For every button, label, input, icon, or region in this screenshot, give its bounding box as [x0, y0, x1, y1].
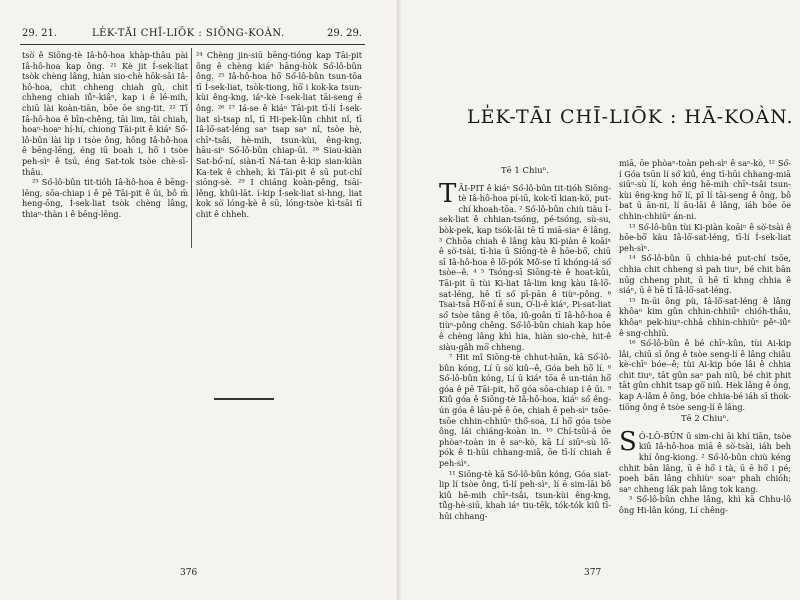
paragraph: ²⁴ Chèng jin-siū bēng-tióng kap Tāi-pit ông ê chèng kiáⁿ hāng-hòk Só͘-lô-bûn ông. ²⁵ Iâ-hô-hoa hō͘ Só͘-lô-bûn tsun-tōa tī Í-sek-liat, tsòk-tiong, hō͘ i kok-ka tsun-kùi êng-kng, iáⁿ-kè Í-sek-liat tāi-seng ê ông. ²⁶ ²⁷ Iá-se ê kiáⁿ Tāi-pit tī-lí Í-sek-liat sì-tsap nî, tī Hi-pek-lûn chhit nî, tī Iâ-lō͘-sat-léng saⁿ tsap saⁿ nî, tsòe hè, chīⁿ-tsâi, hè-mih, tsun-kùi, êng-kng, hāu-siⁿ Só͘-lô-bûn chiap-ūi. ²⁸ Siau-kiàn Sat-bó͘-ní, siàn-tī Ná-tan ê-kip sian-kiàn Ka-tek ê chheh, kì Tāi-pit ê sū put-chî siōng-sè. ²⁹ I chiáng koàn-pêng, tsāi-lêng, khûi-lāt. í-kip Í-sek-liat sì-hng, liat kok sò͘ lóng-kè ê sū, lóng-tsòe kì-tsāi tī chit ê chheh. [196, 50, 362, 219]
right-page [401, 0, 800, 600]
page-number-left: 376 [180, 568, 198, 578]
paragraph: ⁷ Hit mî Siōng-tè chhut-hiān, kā Só͘-lô-bûn kóng, Lí ū sò͘ kiû--ê, Góa beh hō͘ lí. ⁸ Só͘-lô-bûn kóng, Lí ū kiáⁿ tōa ê un-tián hō͘ góa ê pē Tāi-pit, hō͘ góa sōa-chiap i ê ūi. ⁹ Kiû góa ê Siōng-tè Iâ-hô-hoa, kiáⁿ só͘ êng-ún góa ê lāu-pē ê ōe, chiah ê peh-sìⁿ tsōe-tsōe chhin-chhiūⁿ thô͘-soa, Lí hō͘ góa tsòe ông, lái chiáng-koàn in. ¹⁰ Chí-tsūi-á ōe phòaⁿ-toàn in ê saⁿ-kò, kā Lí siūⁿ-sù lō͘-pók ê ti-hūi chhang-miā, ōe tī-lí chiah ê peh-sìⁿ. [439, 352, 611, 469]
column-divider [191, 48, 192, 248]
paragraph: ¹⁵ In-ūi ông pù, Iâ-lō͘-sat-léng ê lâng khôaⁿ kim gûn chhin-chhiūⁿ chióh-thâu, khôaⁿ pek-hiuⁿ-chhâ chhin-chhiūⁿ pêⁿ-iû̍ⁿ ê sng-chhiū. [619, 295, 791, 338]
drop-cap: T [439, 178, 457, 209]
page-number-right: 377 [584, 568, 602, 578]
paragraph: ²³ Só͘-lô-bûn tit-tióh Iâ-hô-hoa ê bēng-lēng, sōa-chiap i ê pē Tāi-pit ê ūi, bô m̄ heng-ōng, Í-sek-liat tsòk chèng lâng, thiaⁿ-thàn i ê bēng-lēng. [22, 177, 188, 219]
left-page-column-1 [22, 50, 188, 220]
right-page-column-2 [619, 158, 791, 516]
right-header-ref: 29. 29. [327, 28, 362, 39]
paragraph: miā, ōe phòaⁿ-toàn peh-sìⁿ ê saⁿ-kò, ¹² Só͘-í Góa tsūn lí só͘ kiû, éng tī-hūi chhang-miā siūⁿ-sù lí, koh éng hē-mih chīⁿ-tsâi tsun-kùi êng-kng hō͘ lí, pī lí tāi-seng ê ông, bô bat ū ān-ni, lí āu-lāi ê lâng, iáh bōe ōe chhin-chhiūⁿ án-ni. [619, 158, 791, 221]
chapter-heading: Tē 1 Chiuⁿ. [500, 166, 550, 176]
paragraph: ¹³ Só͘-lô-bûn tùi Ki-piàn koāiⁿ ê sò͘-tsài ê hōe-bō͘ kàu Iâ-lō͘-sat-léng, tī-lí Í-sek-liat peh-sìⁿ. [619, 221, 791, 253]
chapter-heading: Tē 2 Chiuⁿ. [680, 414, 730, 425]
header-rule [20, 44, 365, 45]
left-header-ref: 29. 21. [22, 28, 57, 39]
book-title: LE̍K-TĀI CHĪ-LIŌK : HĀ-KOÀN. [467, 106, 794, 128]
paragraph: ¹⁴ Só͘-lô-bûn ū chhia-bé put-chí tsōe, chhia chit chheng sì pah tiuⁿ, bé chit bān nūg chheng phit, ū hē tī khng chhia ê siáⁿ, ū ê hē tī Iâ-lō͘-sat-léng. [619, 253, 791, 296]
paragraph: ¹¹ Siōng-tè kā Só͘-lô-bûn kóng, Góa siat-lip lí tsòe ông, tī-lí peh-sìⁿ, lí ē sim-lāi bô kiû hē-mih chīⁿ-tsâi, tsun-kùi êng-kng, tû̍g-hè-siū, khah iáⁿ tiu-tēk, tók-tók kiû tī-hūi chhang- [439, 468, 611, 521]
left-page-column-2 [196, 50, 362, 220]
paragraph: ¹⁶ Só͘-lô-bûn ê bé chīⁿ-kûn, tùi Ai-kip lâi, chiū sī ông ê tsòe seng-lí ê lâng chiâu kè-chīⁿ bóe--ê; tùi Ai-kip bóe lâi ê chhia chit tiuⁿ, tāt gûn saⁿ pah niû, bé chit phit tāt gûn chhit tsap gō͘ niû. Hek lâng ê ōng, kap A-lâm ê ōng, bóe chhia-bé iáh sī thok-tiōng ông ê tsòe seng-lí ê lâng. [619, 338, 791, 412]
paragraph: ĀI-PIT ê kiáⁿ Só͘-lô-bûn tit-tióh Siōng-tè Iâ-hô-hoa pí-iū, kok-tī kian-kò͘, put-chí khoah-tōa. ² Só͘-lô-bûn chiù tiàu Í-sek-liat ê chhian-tsóng, pé-tsóng, sù-su, bòk-pek, kap tsók-lāi tē tī miā-siaⁿ ê lâng. ³ Chhōa chiah ê lâng kàu Ki-piàn ê koāiⁿ ê sò͘-tsài, tī-hia ū Siōng-tè ê hōe-bō͘, chiū sī Iâ-hô-hoa ê lō͘-pók Mô͘-se tī khóng-iá só͘ tsòe--ê. ⁴ ⁵ Tsóng-sī Siōng-tè ê hoat-kūi, Tāi-pit ū tùi Ki-liat Iâ-lim kng kàu Iâ-lō͘-sat-léng, hē tī só͘ pī-pān ê tiùⁿ-pông. ⁶ Tsai-tsā Hô͘-ní ê sun, O͘-li-ê kiáⁿ, Pi-sat-liat só͘ tsòe tâng ê tôa, iû-goân tī Iâ-hô-hoa ê tiùⁿ-pông chêng. Só͘-lô-bûn chiah kap hōe ê chèng lâng khì hia, hiàn sio-chè, hit-ê siàu-gâh mō͘ chheng. [439, 182, 611, 352]
drop-cap: S [619, 426, 637, 457]
paragraph: ³ Só͘-lô-bûn chhe lâng, khì kā Chhu-lô ông Hi-lân kóng, Lí chêng- [619, 494, 791, 515]
paragraph: tsò͘ ê Siōng-tè Iâ-hô-hoa khàp-thâu pài Iâ-hô-hoa kap ông. ²¹ Kè jit Í-sek-liat tsòk chèng lâng, hiàn sio-chè hōk-sāi Iâ-hô-hoa, chit chheng chiah gû, chit chheng chiah iû̍ⁿ-kiâⁿ, kap i ê lé-mih, chiū lài koàn-tiān, bōe ōe sng-tit. ²² Tī Iâ-hô-hoa ê bīn-chêng, tāi lim, tāi chiah, hoaⁿ-hoaⁿ hí-hí, chiong Tāi-pit ê kiáⁿ Só͘-lô-bûn lài lip i tsòe ông, hông Iâ-hô-hoa ê bēng-lēng, éng iū boah i, hō͘ i tsòe peh-sìⁿ ê tsú, éng Sat-tok tsòe chè-sī-thâu. [22, 50, 188, 177]
left-header-title: LE̍K-TĀI CHĪ-LIŌK : SIŌNG-KOÀN. [92, 28, 285, 39]
right-page-column-1 [439, 164, 611, 522]
book-end-rule [214, 398, 274, 400]
paragraph: Ó-LÔ-BÛN ū sim-chi āi khí tiān, tsòe kiû Iâ-hô-hoa miā ê sò͘-tsài, iáh beh khí ông-kiong. ² Só͘-lô-bûn chiù kéng chhit bān lâng, ū ē hō͘ i tà, ū ē hō͘ i pé; poeh bān lâng chhiùⁿ soaⁿ phah chióh; saⁿ chheng lák pah lâng tok kang. [619, 430, 791, 494]
